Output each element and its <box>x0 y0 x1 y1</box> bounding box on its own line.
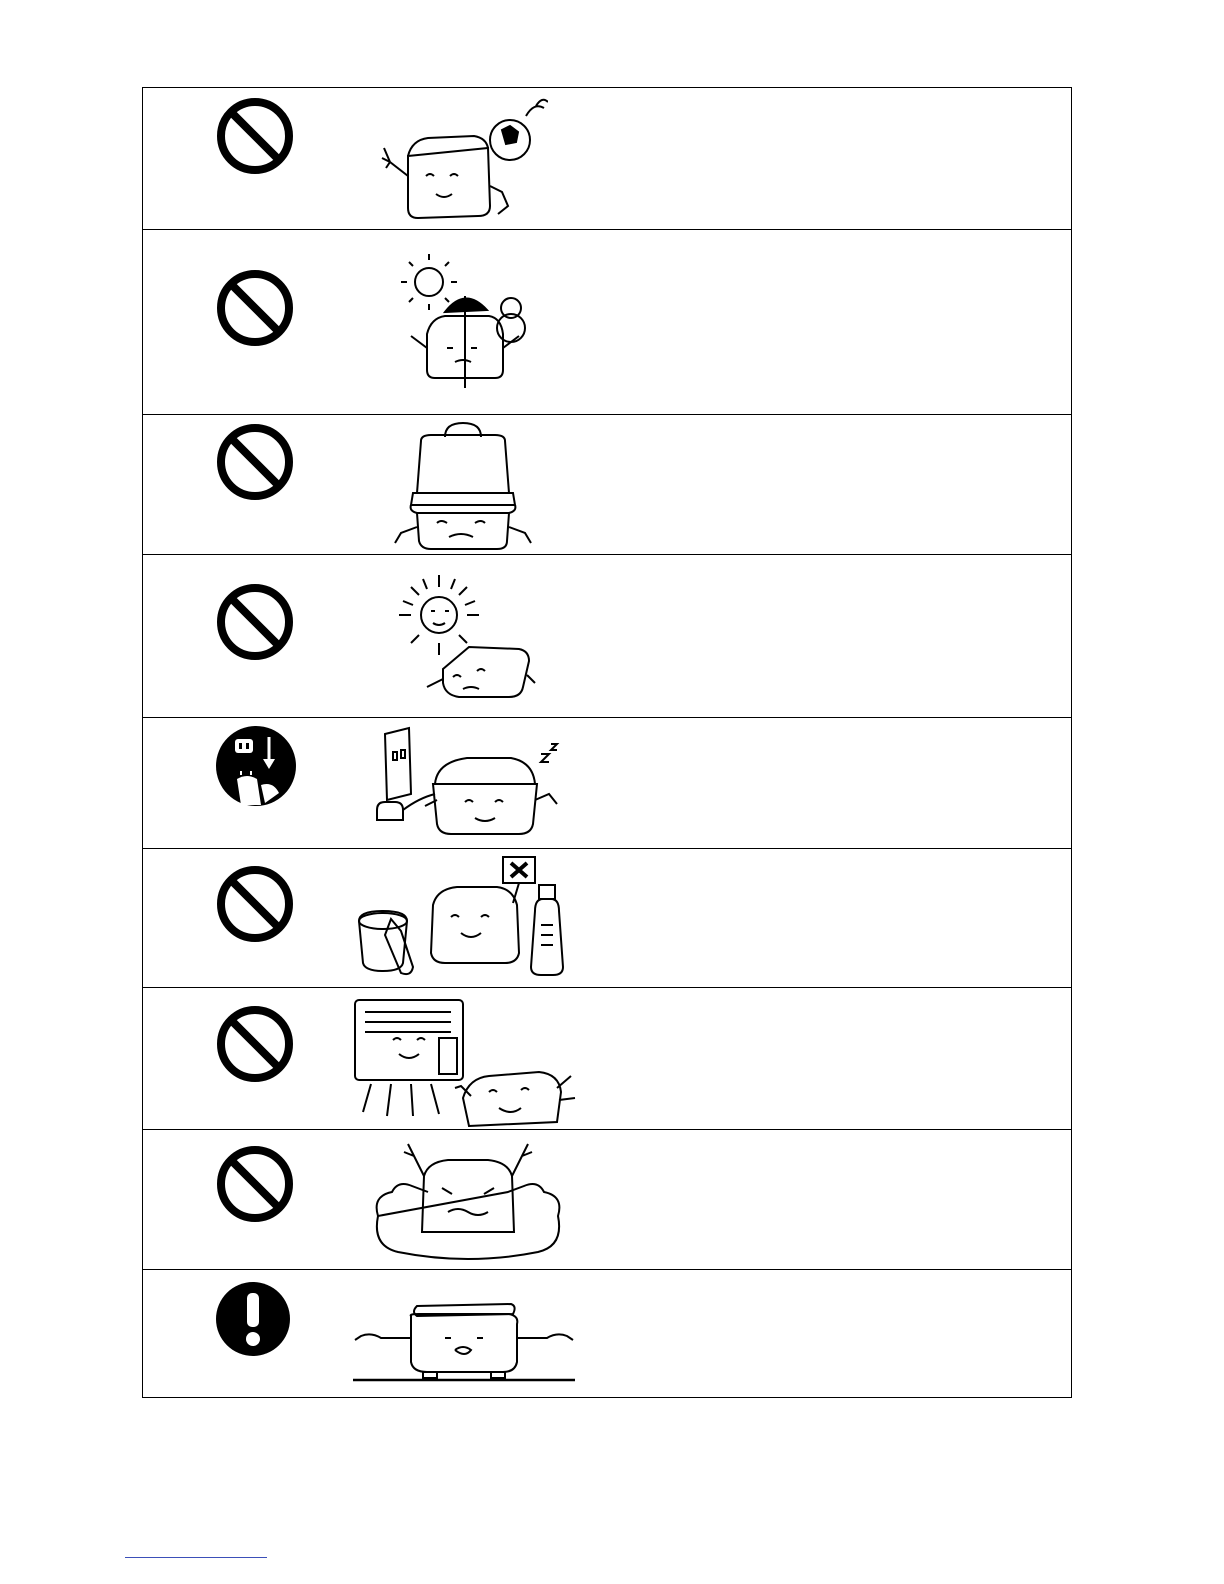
prohibited-icon <box>215 96 295 176</box>
unplug-icon <box>215 725 297 807</box>
precaution-row <box>143 415 1071 555</box>
precautions-table <box>142 87 1072 1398</box>
prohibited-icon <box>215 1004 295 1084</box>
precaution-row <box>143 1270 1071 1397</box>
prohibited-icon <box>215 422 295 502</box>
footnote-separator <box>125 1557 267 1558</box>
scale-unplugged-resting-illustration <box>371 724 571 844</box>
scale-with-heavy-weight-illustration <box>391 419 541 551</box>
precaution-row <box>143 230 1071 415</box>
precaution-row <box>143 849 1071 988</box>
scale-near-air-conditioner-illustration <box>351 992 581 1127</box>
prohibited-icon <box>215 582 295 662</box>
scale-with-chemicals-illustration <box>353 855 583 980</box>
scale-sun-rain-snow-illustration <box>383 252 543 392</box>
precaution-row <box>143 1130 1071 1270</box>
prohibited-icon <box>215 864 295 944</box>
scale-hit-by-ball-illustration <box>378 96 548 226</box>
precaution-row <box>143 988 1071 1130</box>
prohibited-icon <box>215 268 295 348</box>
scale-on-level-surface-illustration <box>351 1278 581 1388</box>
scale-on-soft-cushion-illustration <box>368 1136 568 1266</box>
prohibited-icon <box>215 1144 295 1224</box>
precaution-row <box>143 718 1071 849</box>
precaution-row <box>143 555 1071 718</box>
mandatory-icon <box>215 1281 291 1357</box>
scale-in-direct-sunlight-illustration <box>383 567 543 707</box>
precaution-row <box>143 88 1071 230</box>
